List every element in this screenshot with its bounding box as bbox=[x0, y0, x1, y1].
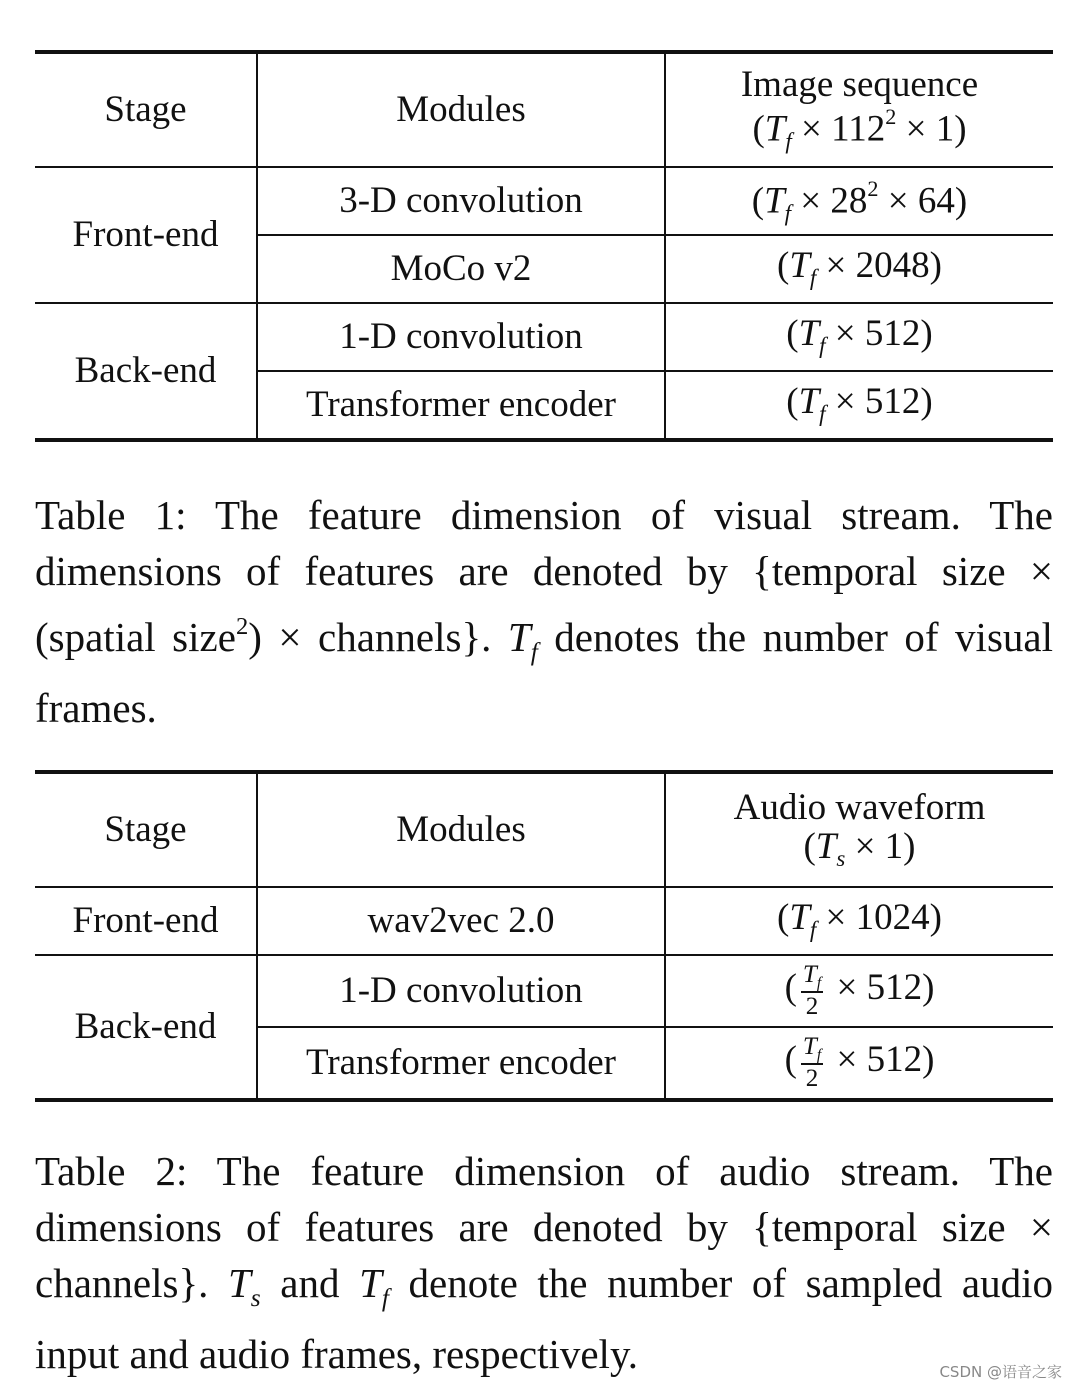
module-cell: wav2vec 2.0 bbox=[257, 887, 665, 955]
module-cell: 1-D convolution bbox=[257, 303, 665, 371]
dim-cell: $(T_f \times 28^2 \times 64)$ bbox=[665, 167, 1053, 235]
module-cell: 1-D convolution bbox=[257, 955, 665, 1027]
header-stage: Stage bbox=[35, 52, 257, 167]
fraction: $\frac{T_f}{2}$ bbox=[802, 1033, 822, 1093]
header-input-name: Image sequence bbox=[740, 64, 979, 106]
table-visual-stream bbox=[35, 50, 1053, 442]
header-modules: Modules bbox=[257, 772, 665, 887]
table1-caption: Table 1: The feature dimension of visual stream. The dimensions of features are denoted by {temporal size × (spatial size$^2$) × channels}. $T_f$ denotes the number of visual frames. bbox=[35, 492, 1053, 732]
stage-front-end: Front-end bbox=[35, 167, 257, 303]
stage-front-end: Front-end bbox=[35, 887, 257, 955]
table2-caption: Table 2: The feature dimension of audio stream. The dimensions of features are denoted by {temporal size × channels}. $T_s$ and $T_f$ denote the number of sampled audio input and audio frames, respectively. bbox=[35, 1148, 1053, 1377]
header-input bbox=[665, 772, 1053, 887]
stage-back-end: Back-end bbox=[35, 303, 257, 440]
watermark: CSDN @语音之家 bbox=[939, 1363, 1062, 1381]
header-modules: Modules bbox=[257, 52, 665, 167]
stage-back-end: Back-end bbox=[35, 955, 257, 1100]
dim-cell: ( $\frac{T_f}{2}$ × 512) bbox=[784, 1033, 935, 1093]
dim-cell: $(T_f \times 512)$ bbox=[665, 303, 1053, 371]
module-cell: Transformer encoder bbox=[257, 1027, 665, 1100]
dim-cell: ( $\frac{T_f}{2}$ × 512) bbox=[665, 955, 1053, 1027]
fraction: $\frac{T_f}{2}$ bbox=[802, 961, 822, 1021]
header-input-name: Audio waveform bbox=[733, 787, 986, 829]
header-stage: Stage bbox=[35, 772, 257, 887]
header-input-dim: $(T_s \times 1)$ bbox=[803, 825, 916, 871]
header-input bbox=[665, 52, 1053, 167]
dim-cell: $(T_f \times 512)$ bbox=[786, 381, 933, 427]
dim-cell: $(T_f \times 1024)$ bbox=[665, 887, 1053, 955]
dim-cell: $(T_f \times 2048)$ bbox=[665, 235, 1053, 303]
module-cell: Transformer encoder bbox=[257, 371, 665, 440]
header-input-dim: $(T_f \times 112^2 \times 1)$ bbox=[752, 104, 967, 154]
table-audio-stream bbox=[35, 770, 1053, 1102]
module-cell: 3-D convolution bbox=[257, 167, 665, 235]
module-cell: MoCo v2 bbox=[257, 235, 665, 303]
